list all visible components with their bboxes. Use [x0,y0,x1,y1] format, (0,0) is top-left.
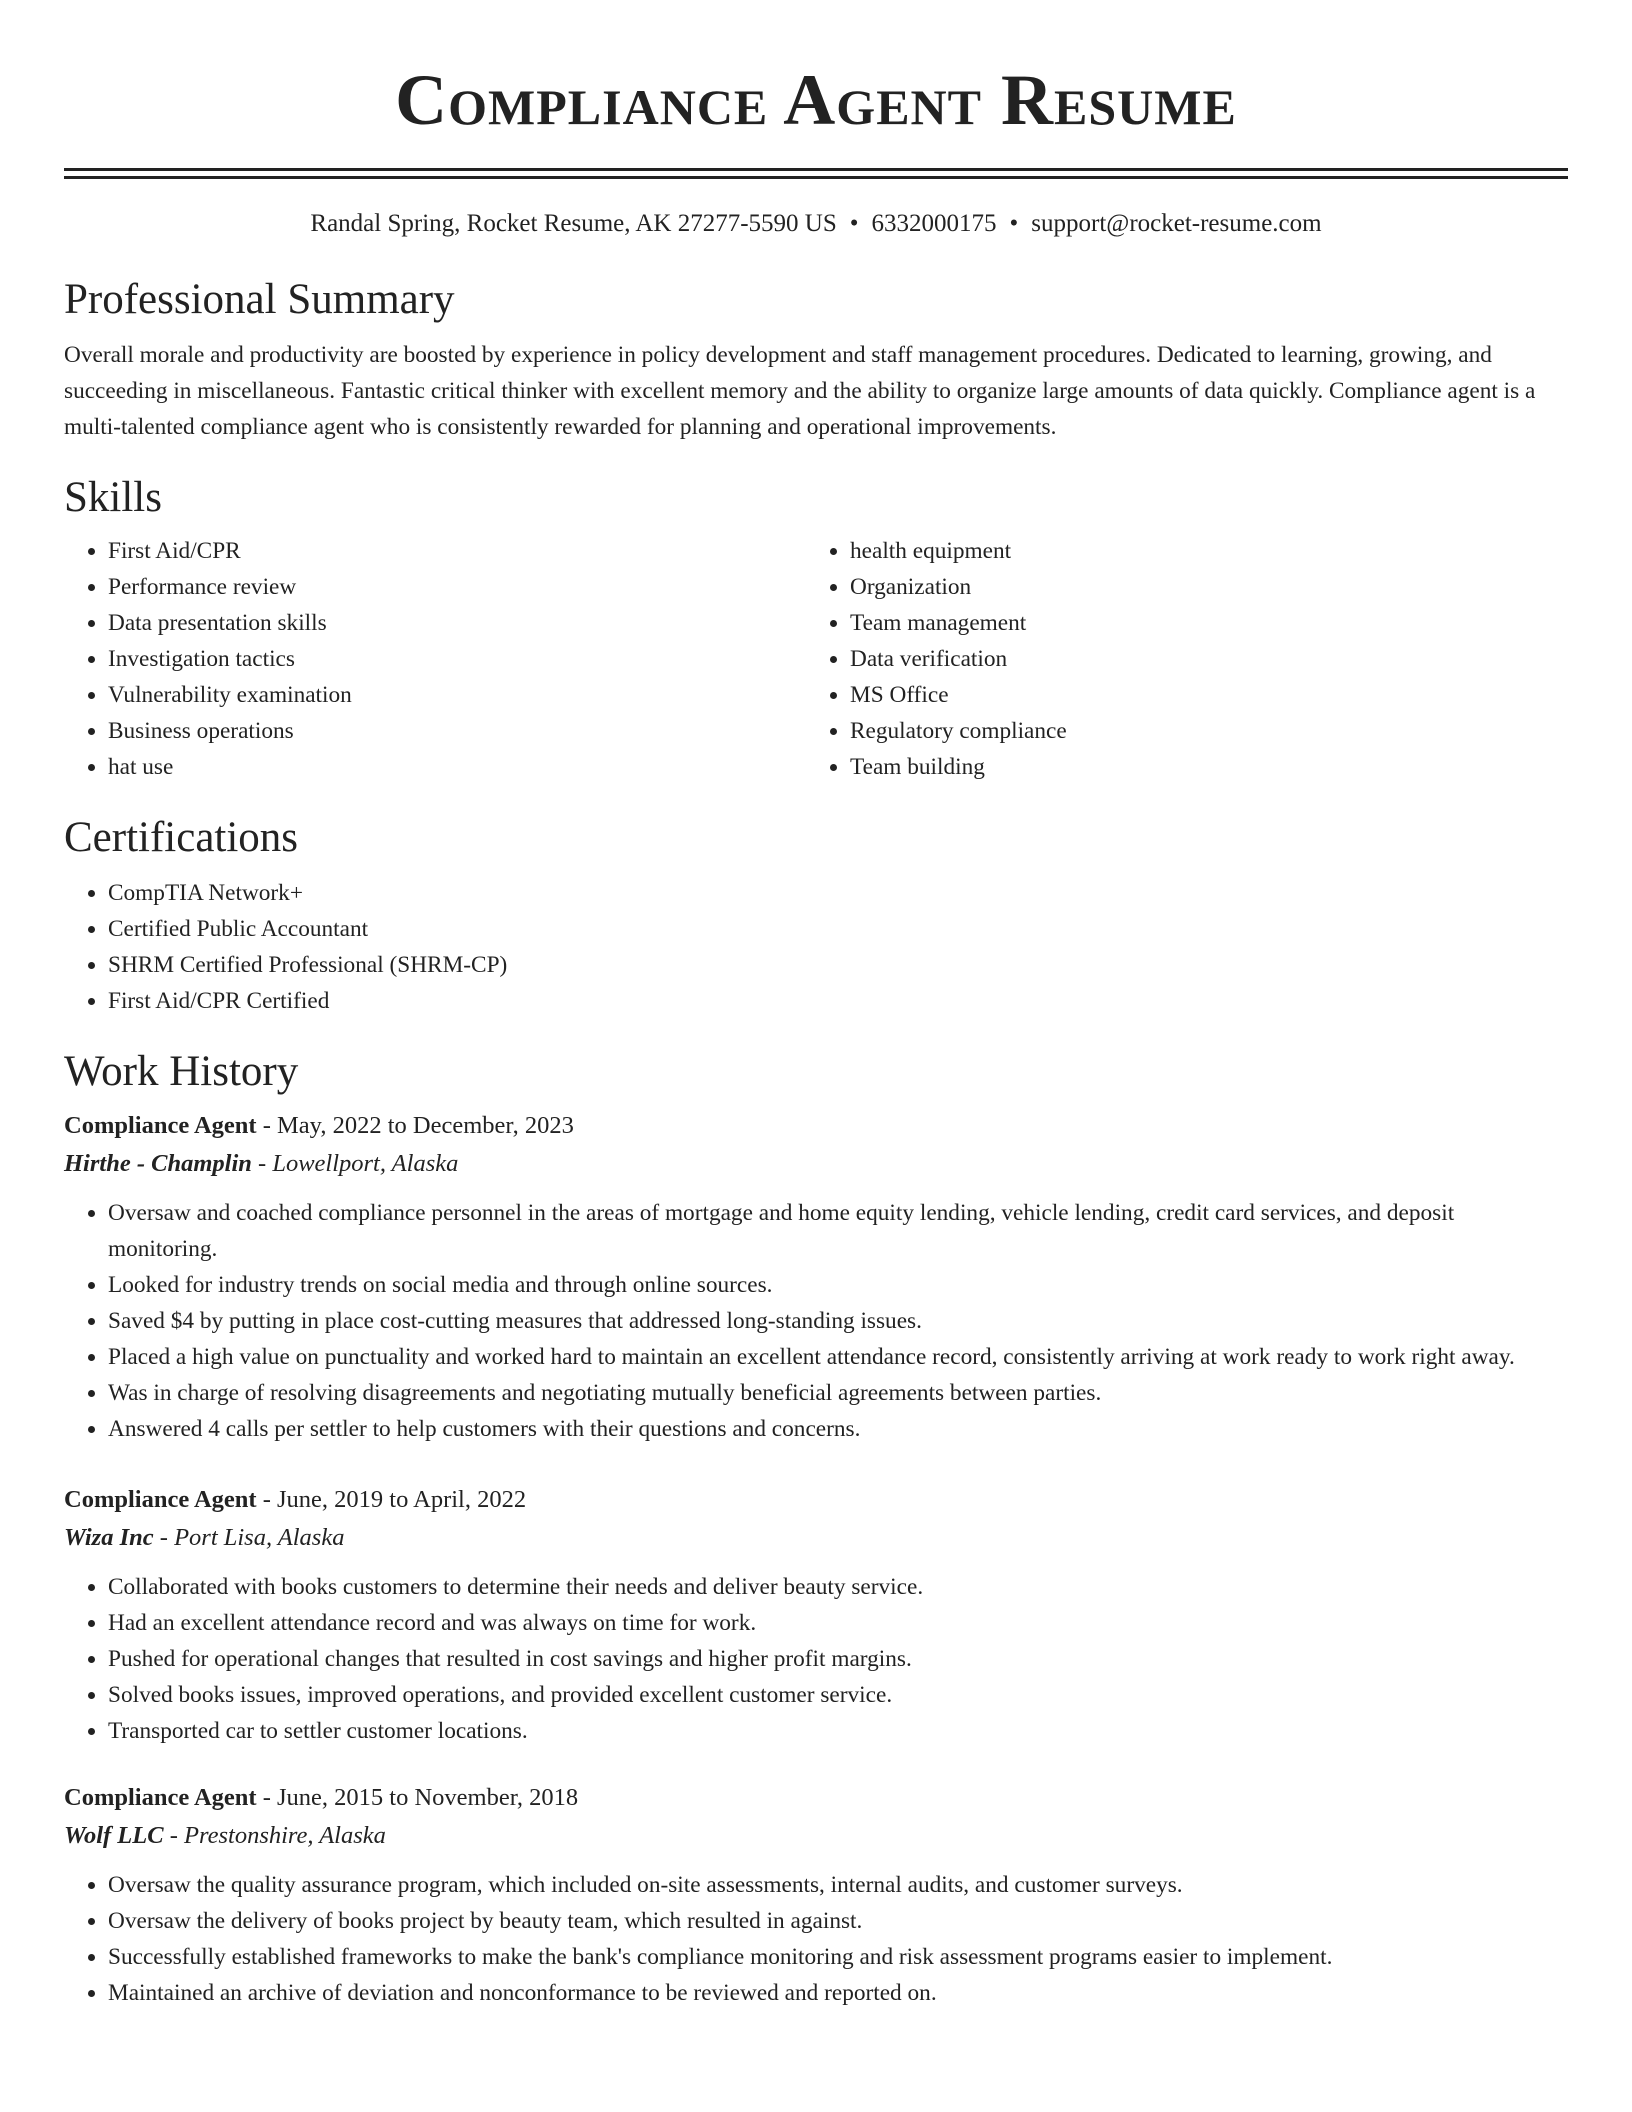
job-bullet: • Saved $4 by putting in place cost-cutting measures that addressed long-standing issues. [108,1303,1568,1339]
job-title: Compliance Agent [64,1784,257,1811]
job-bullet: • Pushed for operational changes that resulted in cost savings and higher profit margins. [108,1641,1568,1677]
job-header: Compliance Agent - May, 2022 to December, 2023 [64,1112,574,1139]
job-location: Prestonshire, Alaska [184,1822,386,1849]
job-company-line: Hirthe - Champlin - Lowellport, Alaska [64,1150,459,1177]
skills-list-left [64,533,806,785]
job-company: Wiza Inc [64,1524,154,1551]
job-location: Port Lisa, Alaska [174,1524,345,1551]
summary-heading: Professional Summary [64,276,455,323]
resume-page [64,0,1568,2011]
job-company-line: Wiza Inc - Port Lisa, Alaska [64,1524,345,1551]
job-bullet: • Transported car to settler customer locations. [108,1713,1568,1749]
job-bullet: • Answered 4 calls per settler to help customers with their questions and concerns. [108,1411,1568,1447]
job-entry [64,1107,1568,1447]
job-title: Compliance Agent [64,1112,257,1139]
certification-item: • SHRM Certified Professional (SHRM-CP) [108,947,1568,983]
skill-item: • First Aid/CPR [108,533,806,569]
certifications-list [64,875,1568,1019]
skill-item: • MS Office [850,677,1548,713]
job-bullet: • Oversaw the quality assurance program, which included on-site assessments, internal audits, and customer surveys. [108,1867,1568,1903]
job-company: Wolf LLC [64,1822,164,1849]
job-bullet: • Looked for industry trends on social media and through online sources. [108,1267,1568,1303]
skill-item: • Business operations [108,713,806,749]
job-dates: June, 2015 to November, 2018 [277,1784,579,1811]
skill-item: • Vulnerability examination [108,677,806,713]
job-entry [64,1481,1568,1749]
job-bullet: • Successfully established frameworks to make the bank's compliance monitoring and risk assessment programs easier to implement. [108,1939,1568,1975]
skills-heading: Skills [64,474,162,521]
job-bullet: • Was in charge of resolving disagreements and negotiating mutually beneficial agreements between parties. [108,1375,1568,1411]
summary-text: Overall morale and productivity are boosted by experience in policy development and staff management procedures. Dedicated to learning, growing, and succeeding in miscellaneous. Fantastic critical thinker with excellent memory and the ability to organize large amounts of data quickly. Compliance agent is a multi-talented compliance agent who is consistently rewarded for planning and operational improvements. [64,342,1536,440]
job-header: Compliance Agent - June, 2015 to November, 2018 [64,1784,579,1811]
certification-item: • First Aid/CPR Certified [108,983,1568,1019]
work-history-heading: Work History [64,1048,299,1095]
job-header: Compliance Agent - June, 2019 to April, 2022 [64,1486,527,1513]
job-entry [64,1779,1568,2011]
skills-section [64,473,1568,785]
job-bullets [64,1569,1568,1749]
job-bullets [64,1195,1568,1447]
skill-item: • Team building [850,749,1548,785]
certification-item: • Certified Public Accountant [108,911,1568,947]
resume-title: Compliance Agent Resume [395,60,1237,140]
contact-phone: 6332000175 [871,210,997,237]
contact-separator: • [1009,210,1019,237]
contact-address: Randal Spring, Rocket Resume, AK 27277-5590 US [310,210,837,237]
skill-item: • hat use [108,749,806,785]
job-company-line: Wolf LLC - Prestonshire, Alaska [64,1822,386,1849]
skill-item: • Data presentation skills [108,605,806,641]
contact-line [64,209,1568,239]
contact-separator: • [849,210,859,237]
skill-item: • Team management [850,605,1548,641]
job-location: Lowellport, Alaska [272,1150,459,1177]
job-bullet: • Maintained an archive of deviation and nonconformance to be reviewed and reported on. [108,1975,1568,2011]
contact-email: support@rocket-resume.com [1031,210,1322,237]
skill-item: • health equipment [850,533,1548,569]
title-divider [64,168,1568,179]
skill-item: • Organization [850,569,1548,605]
skills-column-left [64,533,806,785]
skills-column-right [806,533,1548,785]
skill-item: • Investigation tactics [108,641,806,677]
job-bullet: • Placed a high value on punctuality and worked hard to maintain an excellent attendance record, consistently arriving at work ready to work right away. [108,1339,1568,1375]
skill-item: • Regulatory compliance [850,713,1548,749]
job-bullet: • Had an excellent attendance record and was always on time for work. [108,1605,1568,1641]
job-bullets [64,1867,1568,2011]
skills-list-right [806,533,1548,785]
work-history-section [64,1047,1568,2011]
job-company: Hirthe - Champlin [64,1150,252,1177]
job-bullet: • Solved books issues, improved operations, and provided excellent customer service. [108,1677,1568,1713]
job-title: Compliance Agent [64,1486,257,1513]
certification-item: • CompTIA Network+ [108,875,1568,911]
certifications-section [64,813,1568,1019]
certifications-heading: Certifications [64,814,299,861]
skill-item: • Data verification [850,641,1548,677]
job-bullet: • Collaborated with books customers to determine their needs and deliver beauty service. [108,1569,1568,1605]
skill-item: • Performance review [108,569,806,605]
job-dates: June, 2019 to April, 2022 [277,1486,527,1513]
job-dates: May, 2022 to December, 2023 [277,1112,574,1139]
job-bullet: • Oversaw the delivery of books project by beauty team, which resulted in against. [108,1903,1568,1939]
job-bullet: • Oversaw and coached compliance personnel in the areas of mortgage and home equity lending, vehicle lending, credit card services, and deposit monitoring. [108,1195,1568,1267]
summary-section [64,275,1568,445]
skills-columns [64,533,1568,785]
